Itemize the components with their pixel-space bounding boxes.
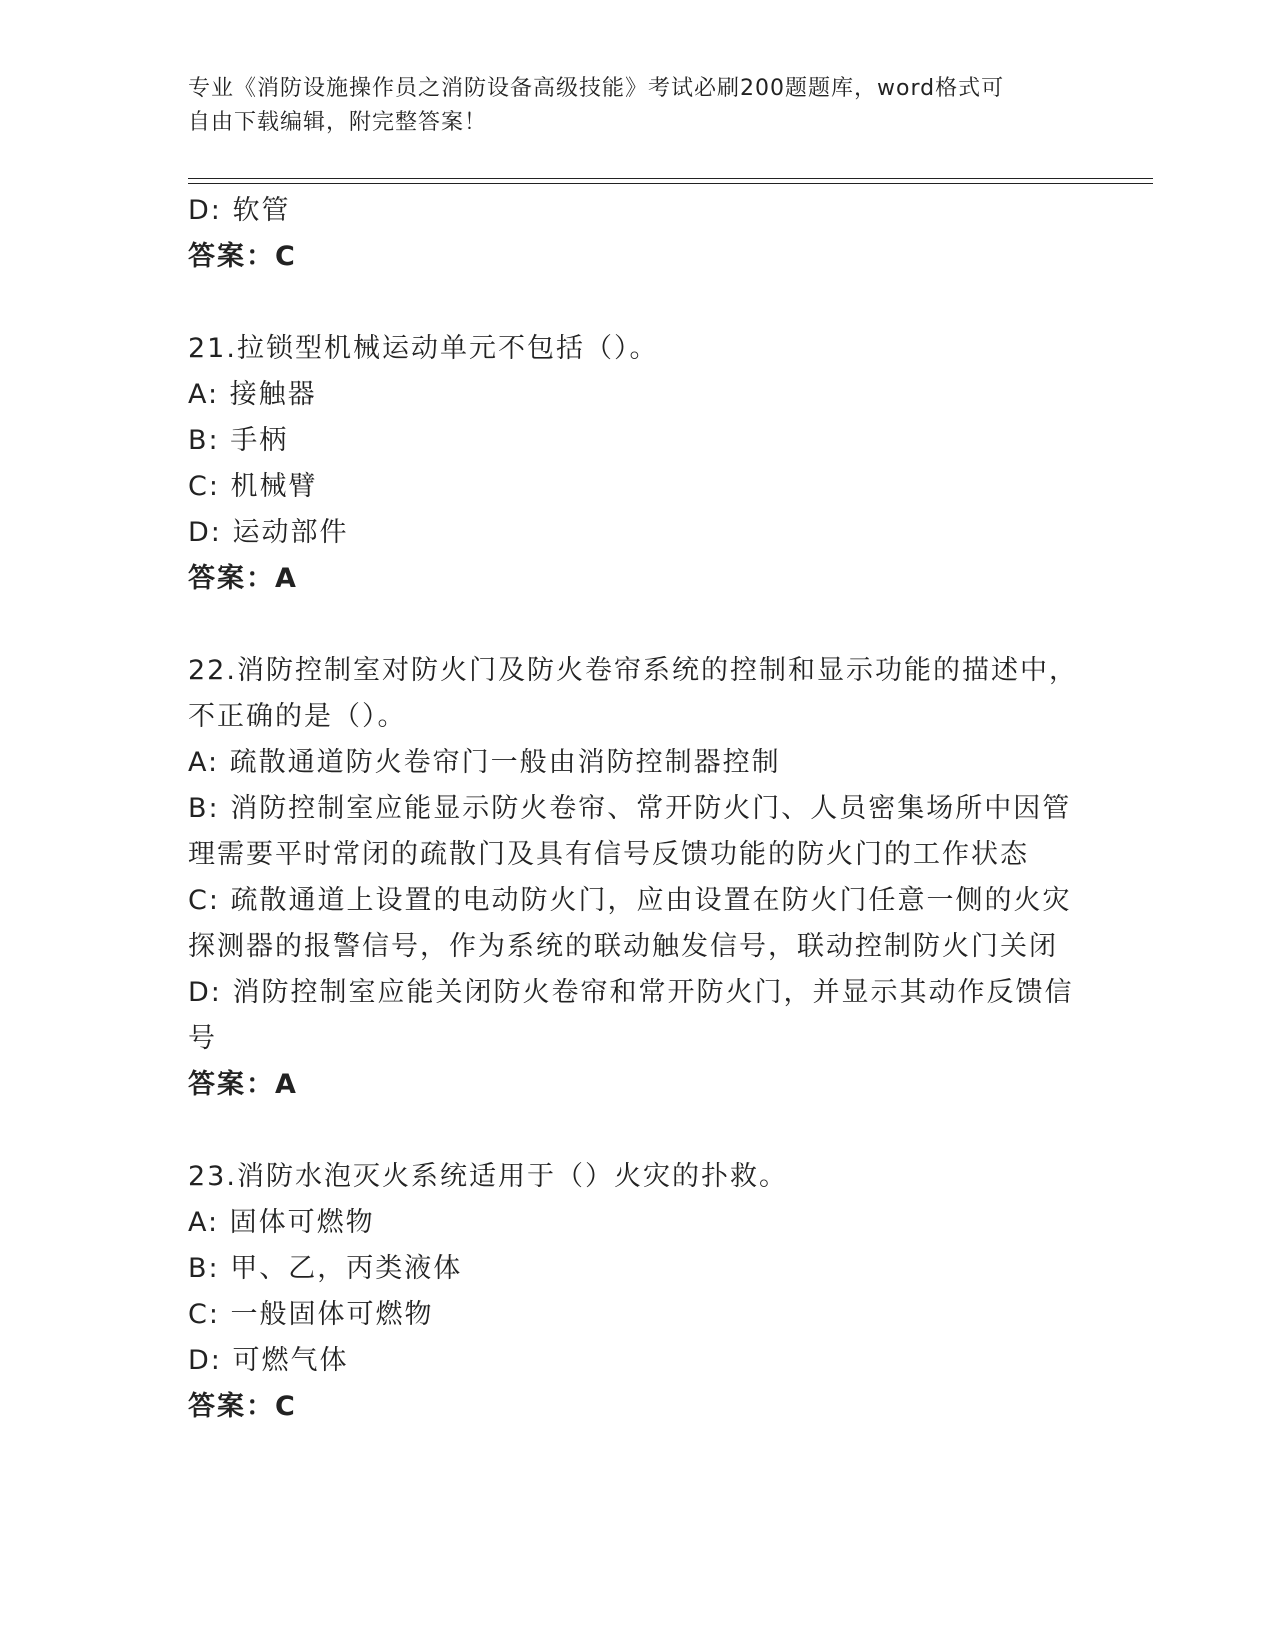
option-a: A: 固体可燃物: [188, 1207, 375, 1238]
header-divider-top: [188, 178, 1153, 179]
question-23: [188, 1154, 1088, 1430]
option-d: D: 消防控制室应能关闭防火卷帘和常开防火门，并显示其动作反馈信: [188, 977, 1074, 1008]
header-line-2: 自由下载编辑，附完整答案！: [188, 110, 488, 135]
header-line-1: 专业《消防设施操作员之消防设备高级技能》考试必刷200题题库，word格式可: [188, 76, 1005, 101]
option-b-continued: 理需要平时常闭的疏散门及具有信号反馈功能的防火门的工作状态: [188, 839, 1029, 870]
option-d: D: 软管: [188, 195, 291, 226]
answer-line: 答案：C: [188, 1391, 297, 1422]
question-22: [188, 648, 1088, 1108]
question-content: [188, 188, 1088, 1430]
previous-question-tail: [188, 188, 1088, 280]
option-c-continued: 探测器的报警信号，作为系统的联动触发信号，联动控制防火门关闭: [188, 931, 1058, 962]
document-header: [188, 72, 1068, 140]
header-divider-bottom: [188, 183, 1153, 184]
answer-line: 答案：C: [188, 241, 297, 272]
question-stem: 22.消防控制室对防火门及防火卷帘系统的控制和显示功能的描述中，: [188, 655, 1078, 686]
option-a: A: 接触器: [188, 379, 317, 410]
option-a: A: 疏散通道防火卷帘门一般由消防控制器控制: [188, 747, 781, 778]
option-b: B: 甲、乙，丙类液体: [188, 1253, 463, 1284]
option-c: C: 一般固体可燃物: [188, 1299, 434, 1330]
option-d-continued: 号: [188, 1023, 217, 1054]
answer-line: 答案：A: [188, 1069, 298, 1100]
answer-line: 答案：A: [188, 563, 298, 594]
option-b: B: 手柄: [188, 425, 289, 456]
option-b: B: 消防控制室应能显示防火卷帘、常开防火门、人员密集场所中因管: [188, 793, 1072, 824]
spacer: [188, 1108, 1088, 1154]
spacer: [188, 602, 1088, 648]
question-stem: 21.拉锁型机械运动单元不包括（）。: [188, 333, 659, 364]
option-c: C: 机械臂: [188, 471, 318, 502]
question-stem-continued: 不正确的是（）。: [188, 701, 407, 732]
option-d: D: 可燃气体: [188, 1345, 349, 1376]
spacer: [188, 280, 1088, 326]
question-stem: 23.消防水泡灭火系统适用于（）火灾的扑救。: [188, 1161, 788, 1192]
question-21: [188, 326, 1088, 602]
option-c: C: 疏散通道上设置的电动防火门，应由设置在防火门任意一侧的火灾: [188, 885, 1072, 916]
option-d: D: 运动部件: [188, 517, 349, 548]
